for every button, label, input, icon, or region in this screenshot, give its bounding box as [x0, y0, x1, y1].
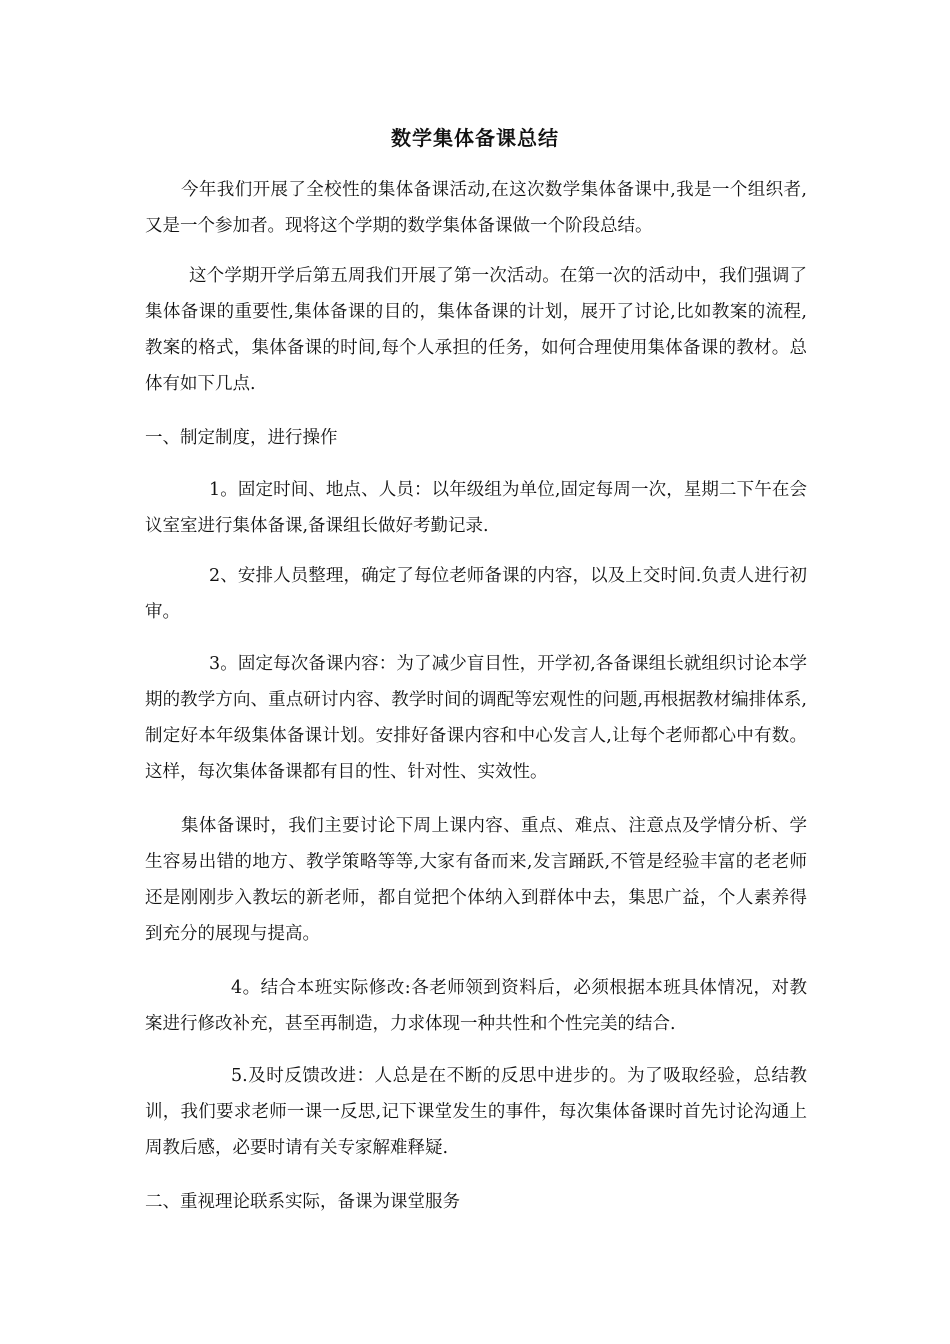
discussion-paragraph: 集体备课时，我们主要讨论下周上课内容、重点、难点、注意点及学情分析、学生容易出错的地方、教学策略等等,大家有备而来,发言踊跃,不管是经验丰富的老老师还是刚刚步入教坛的新老师，都自觉把个体纳入到群体中去，集思广益，个人素养得到充分的展现与提高。: [145, 816, 807, 944]
intro-paragraph: 今年我们开展了全校性的集体备课活动,在这次数学集体备课中,我是一个组织者,又是一个参加者。现将这个学期的数学集体备课做一个阶段总结。: [145, 180, 807, 236]
document-title: 数学集体备课总结: [391, 126, 559, 150]
section-heading-2: 二、重视理论联系实际，备课为课堂服务: [145, 1192, 460, 1212]
item-2-paragraph: 2、安排人员整理，确定了每位老师备课的内容，以及上交时间.负责人进行初审。: [145, 566, 807, 622]
item-1-paragraph: 1。固定时间、地点、人员：以年级组为单位,固定每周一次，星期二下午在会议室室进行集体备课,备课组长做好考勤记录.: [145, 480, 807, 536]
item-3-paragraph: 3。固定每次备课内容：为了减少盲目性，开学初,各备课组长就组织讨论本学期的教学方向、重点研讨内容、教学时间的调配等宏观性的问题,再根据教材编排体系,制定好本年级集体备课计划。安排好备课内容和中心发言人,让每个老师都心中有数。这样，每次集体备课都有目的性、针对性、实效性。: [145, 654, 807, 782]
item-5-paragraph: 5.及时反馈改进：人总是在不断的反思中进步的。为了吸取经验，总结教训，我们要求老师一课一反思,记下课堂发生的事件，每次集体备课时首先讨论沟通上周教后感，必要时请有关专家解难释疑.: [145, 1066, 807, 1158]
item-4-paragraph: 4。结合本班实际修改:各老师领到资料后，必须根据本班具体情况，对教案进行修改补充，甚至再制造，力求体现一种共性和个性完美的结合.: [145, 978, 807, 1034]
first-activity-paragraph: 这个学期开学后第五周我们开展了第一次活动。在第一次的活动中，我们强调了集体备课的重要性,集体备课的目的，集体备课的计划，展开了讨论,比如教案的流程,教案的格式，集体备课的时间,每个人承担的任务，如何合理使用集体备课的教材。总体有如下几点.: [145, 266, 807, 394]
section-heading-1: 一、制定制度，进行操作: [145, 428, 338, 448]
